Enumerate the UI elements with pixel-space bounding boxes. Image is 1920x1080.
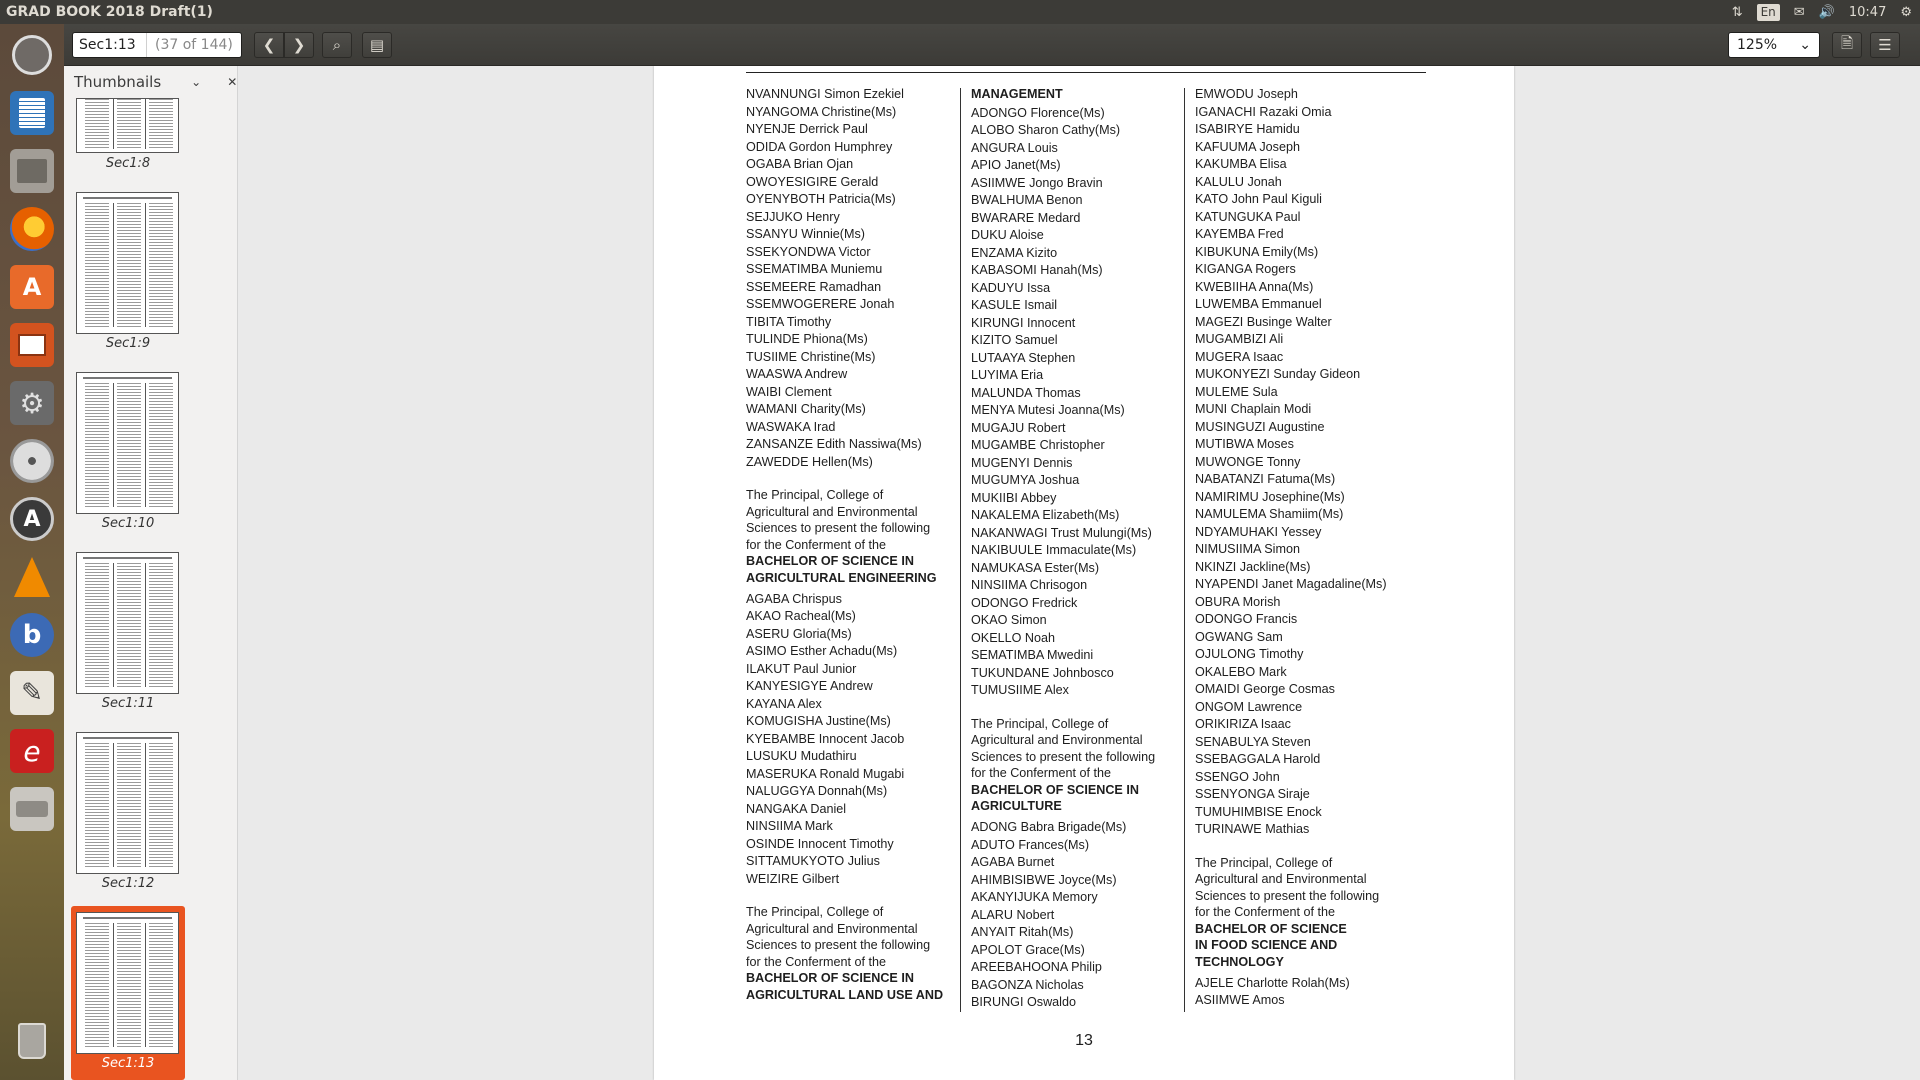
citation-line: Agricultural and Environmental	[746, 921, 918, 936]
zoom-value: 125%	[1737, 37, 1778, 53]
graduate-name: NDYAMUHAKI Yessey	[1195, 524, 1322, 539]
graduate-name: AKANYIJUKA Memory	[971, 890, 1098, 905]
chevron-left-icon: ❮	[262, 36, 276, 54]
graduate-name: MENYA Mutesi Joanna(Ms)	[971, 403, 1125, 417]
graduate-name: ONGOM Lawrence	[1195, 699, 1303, 714]
citation-line: The Principal, College of	[746, 488, 884, 502]
graduate-name: NAKANWAGI Trust Mulungi(Ms)	[971, 525, 1152, 540]
graduate-name: MUSINGUZI Augustine	[1195, 419, 1325, 434]
graduate-name: BIRUNGI Oswaldo	[971, 995, 1076, 1010]
graduate-name: LUWEMBA Emmanuel	[1195, 297, 1322, 311]
graduate-name: BWARARE Medard	[971, 210, 1081, 225]
graduate-name: LUTAAYA Stephen	[971, 350, 1076, 365]
graduate-name: NABATANZI Fatuma(Ms)	[1195, 472, 1336, 486]
graduate-name: MALUNDA Thomas	[971, 385, 1081, 400]
graduate-name: ASIMO Esther Achadu(Ms)	[746, 644, 898, 659]
drive-icon[interactable]	[7, 784, 57, 834]
citation-line: The Principal, College of	[746, 905, 884, 920]
graduate-name: MUGUMYA Joshua	[971, 473, 1080, 487]
citation-line: for the Conferment of the	[971, 766, 1112, 781]
citation-line: Agricultural and Environmental	[971, 733, 1143, 748]
thumbnail-page-selected[interactable]	[76, 912, 179, 1054]
citation-line-group	[746, 904, 956, 970]
graduate-name: SSEBAGGALA Harold	[1195, 752, 1321, 766]
keyboard-layout-indicator[interactable]: En	[1757, 4, 1780, 21]
graduate-name: KASULE Ismail	[971, 298, 1058, 312]
graduate-name: OYENYBOTH Patricia(Ms)	[746, 192, 896, 206]
graduate-name: SITTAMUKYOTO Julius	[746, 854, 880, 869]
graduate-name: SENABULYA Steven	[1195, 734, 1311, 749]
graduate-name: MUGENYI Dennis	[971, 455, 1073, 470]
graduate-name: SSENGO John	[1195, 769, 1280, 784]
graduate-name: DUKU Aloise	[971, 228, 1044, 242]
graduate-name: NAMUKASA Ester(Ms)	[971, 560, 1100, 575]
graduate-name: LUSUKU Mudathiru	[746, 749, 857, 764]
search-icon: ⌕	[332, 36, 342, 54]
network-icon[interactable]: ⇅	[1731, 4, 1743, 20]
vlc-icon[interactable]	[7, 552, 57, 602]
graduate-name: APIO Janet(Ms)	[971, 158, 1061, 172]
header-rule	[746, 72, 1426, 73]
document-viewer-icon[interactable]: e	[7, 726, 57, 776]
clock[interactable]: 10:47	[1848, 4, 1887, 20]
thumbnail-label[interactable]: Sec1:10	[101, 516, 155, 531]
citation-line-group	[746, 487, 956, 553]
volume-icon[interactable]: 🔊	[1818, 4, 1835, 20]
citation-line: Sciences to present the following	[746, 521, 931, 536]
graduate-name: ANGURA Louis	[971, 140, 1058, 155]
document-page	[654, 66, 1514, 1080]
graduate-name: APOLOT Grace(Ms)	[971, 942, 1085, 957]
graduate-name-group	[971, 819, 1171, 1012]
degree-title: BACHELOR OF SCIENCE IN	[971, 782, 1139, 797]
graduate-name: SEMATIMBA Mwedini	[971, 648, 1094, 662]
graduate-name: SEJJUKO Henry	[746, 209, 840, 224]
graduate-name: ASIIMWE Jongo Bravin	[971, 175, 1103, 190]
graduate-name: OKAO Simon	[971, 613, 1047, 627]
sidebar-title: Thumbnails	[74, 73, 162, 91]
annotations-button[interactable]	[362, 32, 392, 58]
thumbnail-label[interactable]: Sec1:8	[105, 156, 151, 171]
next-page-button[interactable]	[284, 32, 314, 58]
citation-line: for the Conferment of the	[1195, 905, 1336, 920]
graduate-name: MUWONGE Tonny	[1195, 454, 1301, 469]
graduate-name: NYAPENDI Janet Magadaline(Ms)	[1195, 577, 1387, 591]
citation-line: The Principal, College of	[971, 716, 1109, 731]
indicator-area	[1732, 3, 1920, 21]
graduate-name: ASERU Gloria(Ms)	[746, 626, 852, 641]
thumbnail-label[interactable]: Sec1:11	[101, 696, 155, 711]
graduate-name: ORIKIRIZA Isaac	[1195, 717, 1291, 731]
search-button[interactable]	[322, 32, 352, 58]
graduate-name: ISABIRYE Hamidu	[1195, 122, 1300, 136]
page-count-label: (37 of 144)	[155, 37, 233, 53]
degree-title: AGRICULTURAL LAND USE AND	[746, 988, 944, 1003]
graduate-name: WAASWA Andrew	[746, 367, 848, 381]
graduate-name: NALUGGYA Donnah(Ms)	[746, 784, 888, 799]
mail-icon[interactable]: ✉	[1793, 4, 1805, 20]
view-mode-button[interactable]	[1832, 32, 1862, 58]
graduate-name-group	[1195, 86, 1405, 839]
citation-line: Sciences to present the following	[746, 938, 931, 953]
graduate-name: MUGAMBIZI Ali	[1195, 332, 1284, 346]
graduate-name: NAKIBUULE Immaculate(Ms)	[971, 543, 1137, 557]
graduate-name: WEIZIRE Gilbert	[746, 871, 840, 886]
graduate-name: NIMUSIIMA Simon	[1195, 542, 1300, 556]
graduate-name: ALARU Nobert	[971, 907, 1055, 922]
graduate-name: ADONG Babra Brigade(Ms)	[971, 820, 1127, 835]
column-1	[746, 86, 956, 1004]
graduate-name: WAIBI Clement	[746, 384, 832, 399]
thumbnail-page[interactable]	[76, 98, 179, 153]
graduate-name: MUGAJU Robert	[971, 420, 1066, 435]
citation-line: Sciences to present the following	[1195, 888, 1380, 903]
graduate-name: TUSIIME Christine(Ms)	[746, 349, 876, 364]
graduate-name: MASERUKA Ronald Mugabi	[746, 766, 905, 781]
graduate-name: ANYAIT Ritah(Ms)	[971, 925, 1074, 940]
graduate-name: OGABA Brian Ojan	[746, 157, 854, 171]
citation-line-group	[971, 716, 1171, 782]
graduate-name: KAFUUMA Joseph	[1195, 139, 1300, 154]
graduate-name: ADUTO Frances(Ms)	[971, 837, 1090, 852]
graduate-name: KYEBAMBE Innocent Jacob	[746, 731, 905, 746]
graduate-name: NANGAKA Daniel	[746, 801, 847, 816]
settings-icon[interactable]: ⚙	[7, 378, 57, 428]
graduate-name: KATO John Paul Kiguli	[1195, 192, 1322, 206]
thumbnail-page[interactable]	[76, 552, 179, 694]
graduate-name: SSEMWOGERERE Jonah	[746, 297, 895, 311]
thumbnail-label[interactable]: Sec1:9	[105, 336, 151, 351]
graduate-name: OJULONG Timothy	[1195, 647, 1304, 661]
graduate-name: ENZAMA Kizito	[971, 245, 1058, 260]
previous-page-button[interactable]	[254, 32, 284, 58]
sidebar-header	[64, 66, 237, 98]
graduate-name: AGABA Chrispus	[746, 591, 842, 606]
hamburger-menu-icon: ☰	[1878, 36, 1892, 54]
graduate-name: KAYANA Alex	[746, 696, 822, 711]
graduate-name: NVANNUNGI Simon Ezekiel	[746, 87, 904, 101]
graduate-name: EMWODU Joseph	[1195, 87, 1298, 101]
graduate-name: ODONGO Fredrick	[971, 595, 1078, 610]
trash-icon[interactable]	[7, 1016, 57, 1066]
graduate-name: KAKUMBA Elisa	[1195, 157, 1287, 171]
graduate-name: NINSIIMA Chrisogon	[971, 578, 1088, 592]
graduate-name: TULINDE Phiona(Ms)	[746, 332, 868, 346]
thumbnails-sidebar	[64, 66, 238, 1080]
graduate-name-group	[746, 591, 956, 889]
page-number-input[interactable]: Sec1:13	[73, 33, 147, 57]
degree-title: IN FOOD SCIENCE AND	[1195, 938, 1338, 953]
graduate-name: ILAKUT Paul Junior	[746, 661, 857, 676]
document-viewer[interactable]	[238, 66, 1920, 1080]
graduate-name: KADUYU Issa	[971, 280, 1051, 295]
graduate-name: AGABA Burnet	[971, 855, 1055, 870]
graduate-name: OWOYESIGIRE Gerald	[746, 174, 879, 189]
graduate-name: SSENYONGA Siraje	[1195, 787, 1310, 801]
citation-line: for the Conferment of the	[746, 954, 887, 969]
graduate-name: AHIMBISIBWE Joyce(Ms)	[971, 872, 1117, 887]
thumbnail-page[interactable]	[76, 732, 179, 874]
software-center-icon[interactable]: A	[7, 262, 57, 312]
thumbnail-page[interactable]	[76, 372, 179, 514]
thumbnail-page[interactable]	[76, 192, 179, 334]
degree-title-group	[1195, 921, 1405, 971]
chevron-right-icon: ❯	[292, 36, 306, 54]
document-icon: 🗎	[1840, 33, 1854, 52]
graduate-name: KAYEMBA Fred	[1195, 227, 1284, 241]
citation-line: Agricultural and Environmental	[1195, 872, 1367, 887]
graduate-name: NYANGOMA Christine(Ms)	[746, 104, 897, 119]
graduate-name: NINSIIMA Mark	[746, 819, 833, 834]
firefox-icon[interactable]	[7, 204, 57, 254]
bluetooth-app-icon[interactable]: b	[7, 610, 57, 660]
graduate-name: TIBITA Timothy	[746, 314, 832, 329]
degree-title-group	[746, 553, 956, 586]
degree-title: BACHELOR OF SCIENCE	[1195, 921, 1347, 936]
page-number: 13	[1075, 1032, 1093, 1049]
window-title: GRAD BOOK 2018 Draft(1)	[6, 4, 213, 20]
graduate-name: MUKIIBI Abbey	[971, 490, 1057, 505]
ubuntu-dash-icon[interactable]	[7, 30, 57, 80]
graduate-name: BWALHUMA Benon	[971, 193, 1083, 207]
graduate-name: NAKALEMA Elizabeth(Ms)	[971, 508, 1120, 522]
graduate-name: KABASOMI Hanah(Ms)	[971, 263, 1103, 277]
graduate-name: AKAO Racheal(Ms)	[746, 609, 856, 624]
updater-icon[interactable]: A	[7, 494, 57, 544]
degree-title-group	[971, 782, 1171, 815]
graduate-name: MUGAMBE Christopher	[971, 438, 1105, 452]
graduate-name: ASIIMWE Amos	[1195, 993, 1285, 1008]
graduate-name: KIRUNGI Innocent	[971, 315, 1076, 330]
toolbar	[64, 24, 1920, 66]
graduate-name: SSANYU Winnie(Ms)	[746, 227, 865, 241]
graduate-name: NYENJE Derrick Paul	[746, 122, 868, 136]
graduate-name: MAGEZI Businge Walter	[1195, 314, 1332, 329]
graduate-name: NAMIRIMU Josephine(Ms)	[1195, 489, 1345, 504]
column-divider	[960, 88, 961, 1012]
graduate-name: TUMUSIIME Alex	[971, 683, 1069, 697]
graduate-name: SSEKYONDWA Victor	[746, 244, 871, 259]
citation-line: Agricultural and Environmental	[746, 504, 918, 519]
graduate-name: OKELLO Noah	[971, 630, 1056, 645]
chevron-down-icon[interactable]: ⌄	[191, 75, 202, 89]
text-editor-icon[interactable]: ✎	[7, 668, 57, 718]
launcher	[0, 24, 64, 1080]
graduate-name: KANYESIGYE Andrew	[746, 679, 873, 694]
graduate-name: BAGONZA Nicholas	[971, 977, 1084, 992]
graduate-name: LUYIMA Eria	[971, 368, 1044, 382]
clipboard-icon: ▤	[369, 36, 385, 54]
citation-line-group	[1195, 855, 1405, 921]
graduate-name: KOMUGISHA Justine(Ms)	[746, 714, 891, 729]
close-icon[interactable]: ✕	[227, 75, 238, 89]
top-panel	[0, 0, 1920, 24]
citation-line: Sciences to present the following	[971, 749, 1156, 764]
graduate-name: WAMANI Charity(Ms)	[746, 402, 866, 416]
degree-title: BACHELOR OF SCIENCE IN	[746, 554, 914, 569]
zoom-selector[interactable]	[1728, 32, 1820, 58]
degree-title: BACHELOR OF SCIENCE IN	[746, 971, 914, 986]
graduate-name: NKINZI Jackline(Ms)	[1195, 559, 1311, 574]
graduate-name: MUGERA Isaac	[1195, 349, 1284, 364]
graduate-name: KATUNGUKA Paul	[1195, 209, 1301, 224]
degree-title: TECHNOLOGY	[1195, 955, 1284, 970]
graduate-name-group	[746, 86, 956, 471]
gear-icon[interactable]: ⚙	[1900, 4, 1912, 20]
graduate-name: ZANSANZE Edith Nassiwa(Ms)	[746, 437, 922, 451]
page-selector[interactable]	[72, 32, 242, 58]
column-2	[971, 86, 1171, 1012]
graduate-name-group	[971, 105, 1171, 700]
graduate-name: KIZITO Samuel	[971, 333, 1058, 347]
graduate-name: OBURA Morish	[1195, 594, 1281, 609]
graduate-name: AREEBAHOONA Philip	[971, 960, 1102, 975]
thumbnail-label-selected[interactable]: Sec1:13	[101, 1056, 155, 1071]
graduate-name: OKALEBO Mark	[1195, 664, 1287, 679]
menu-button[interactable]	[1870, 32, 1900, 58]
graduate-name: MUTIBWA Moses	[1195, 437, 1294, 451]
column-divider	[1184, 88, 1185, 1012]
graduate-name: KIBUKUNA Emily(Ms)	[1195, 244, 1319, 259]
files-icon[interactable]	[7, 146, 57, 196]
graduate-name: IGANACHI Razaki Omia	[1195, 104, 1332, 119]
graduate-name: MUKONYEZI Sunday Gideon	[1195, 367, 1361, 381]
degree-title-group	[746, 970, 956, 1003]
citation-line: The Principal, College of	[1195, 855, 1333, 870]
graduate-name: TUKUNDANE Johnbosco	[971, 665, 1114, 680]
graduate-name: AJELE Charlotte Rolah(Ms)	[1195, 975, 1350, 990]
graduate-name: NAMULEMA Shamiim(Ms)	[1195, 507, 1344, 521]
graduate-name: ALOBO Sharon Cathy(Ms)	[971, 123, 1121, 137]
writer-icon[interactable]	[7, 88, 57, 138]
degree-title: AGRICULTURE	[971, 799, 1062, 814]
thumbnail-label[interactable]: Sec1:12	[101, 876, 155, 891]
graduate-name: ADONGO Florence(Ms)	[971, 105, 1105, 120]
graduate-name: OGWANG Sam	[1195, 629, 1283, 644]
graduate-name: TURINAWE Mathias	[1195, 822, 1310, 836]
graduate-name: TUMUHIMBISE Enock	[1195, 804, 1322, 819]
graduate-name: OMAIDI George Cosmas	[1195, 682, 1335, 696]
graduate-name-group	[1195, 975, 1405, 1010]
graduate-name: KWEBIIHA Anna(Ms)	[1195, 279, 1314, 294]
citation-line: for the Conferment of the	[746, 537, 887, 552]
graduate-name: OSINDE Innocent Timothy	[746, 836, 894, 851]
disc-icon[interactable]	[7, 436, 57, 486]
graduate-name: SSEMATIMBA Muniemu	[746, 262, 883, 276]
degree-heading: MANAGEMENT	[971, 87, 1063, 101]
chevron-down-icon: ⌄	[1799, 37, 1811, 53]
graduate-name: ZAWEDDE Hellen(Ms)	[746, 454, 873, 469]
graduate-name: MUNI Chaplain Modi	[1195, 402, 1312, 416]
graduate-name: KIGANGA Rogers	[1195, 262, 1296, 276]
graduate-name: WASWAKA Irad	[746, 419, 836, 434]
column-3	[1195, 86, 1405, 1010]
degree-title: AGRICULTURAL ENGINEERING	[746, 570, 937, 585]
graduate-name: KALULU Jonah	[1195, 174, 1282, 189]
graduate-name: ODONGO Francis	[1195, 612, 1298, 626]
impress-icon[interactable]	[7, 320, 57, 370]
graduate-name: MULEME Sula	[1195, 384, 1278, 399]
graduate-name: ODIDA Gordon Humphrey	[746, 139, 893, 154]
graduate-name: SSEMEERE Ramadhan	[746, 279, 882, 294]
